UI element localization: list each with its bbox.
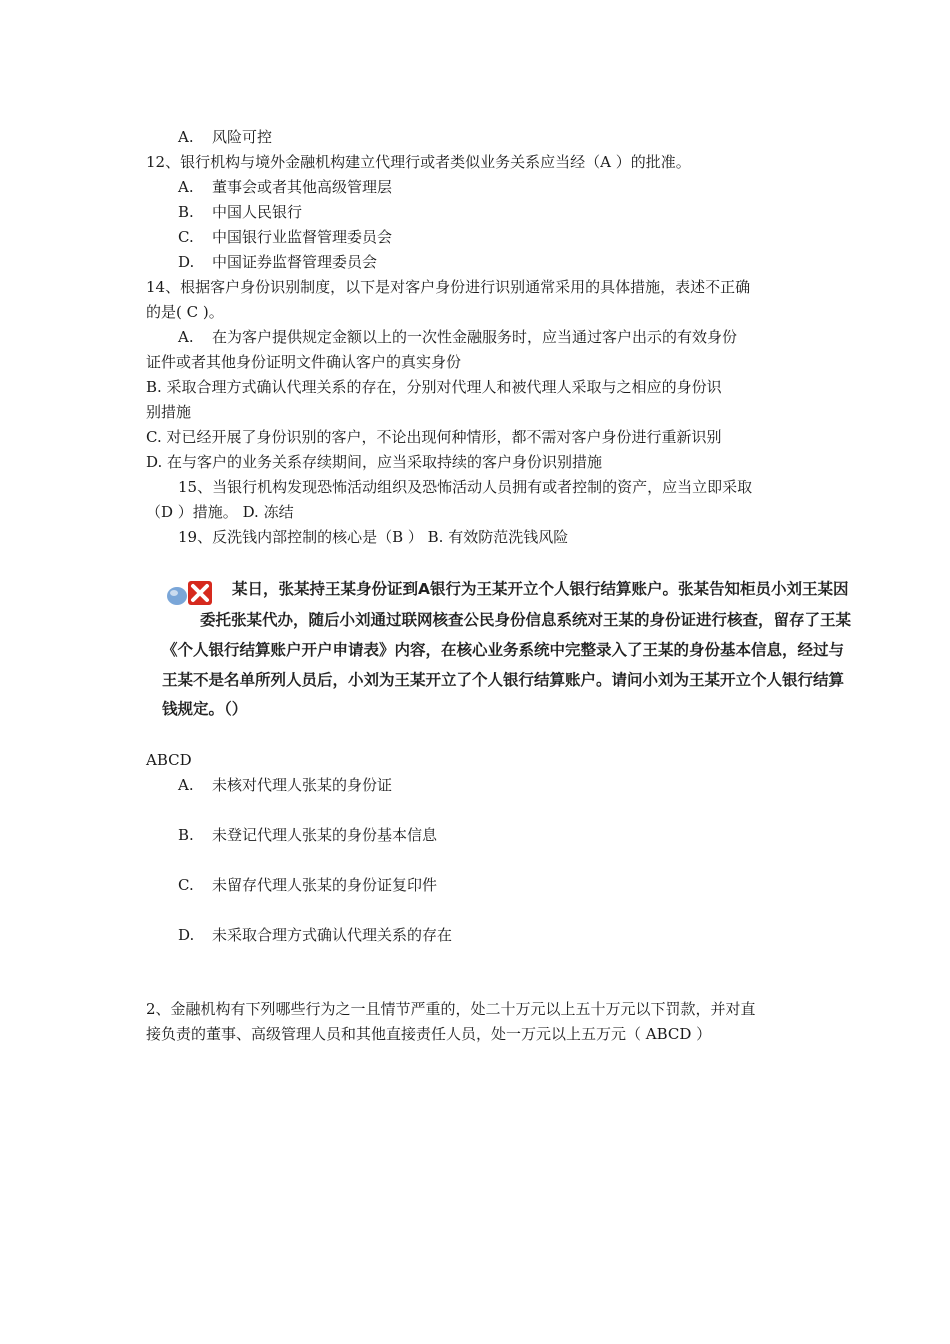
question-19: 19、反洗钱内部控制的核心是（B ） B. 有效防范洗钱风险	[178, 528, 569, 546]
q14-option-b-line2: 别措施	[146, 403, 192, 421]
q14-option-c: C. 对已经开展了身份识别的客户，不论出现何种情形，都不需对客户身份进行重新识别	[146, 428, 722, 446]
q12-option-d: D. 中国证券监督管理委员会	[178, 253, 378, 271]
question-15-line1: 15、当银行机构发现恐怖活动组织及恐怖活动人员拥有或者控制的资产，应当立即采取	[178, 478, 753, 496]
case-line-3: 《个人银行结算账户开户申请表》内容，在核心业务系统中完整录入了王某的身份基本信息，经过与	[162, 641, 845, 659]
q14-option-a-line1: A. 在为客户提供规定金额以上的一次性金融服务时，应当通过客户出示的有效身份	[178, 328, 738, 346]
q12-option-c: C. 中国银行业监督管理委员会	[178, 228, 393, 246]
case-line-2: 委托张某代办，随后小刘通过联网核查公民身份信息系统对王某的身份证进行核查，留存了王某	[200, 611, 852, 629]
q12-option-a: A. 董事会或者其他高级管理层	[178, 178, 393, 196]
q12-option-b: B. 中国人民银行	[178, 203, 303, 221]
case-line-5: 钱规定。（）	[162, 700, 248, 718]
case-study-figure	[160, 574, 950, 724]
q14-option-b-line1: B. 采取合理方式确认代理关系的存在，分别对代理人和被代理人采取与之相应的身份识	[146, 378, 722, 396]
q14-option-a-line2: 证件或者其他身份证明文件确认客户的真实身份	[146, 353, 462, 371]
case-option-a: A. 未核对代理人张某的身份证	[178, 776, 393, 794]
pushpin-x-icon	[164, 578, 222, 608]
answer-abcd: ABCD	[146, 751, 192, 769]
question-12: 12、银行机构与境外金融机构建立代理行或者类似业务关系应当经（A ）的批准。	[146, 153, 691, 171]
question-2-line2: 接负责的董事、高级管理人员和其他直接责任人员，处一万元以上五万元（ ABCD ）	[146, 1025, 712, 1043]
question-14-line2: 的是( C )。	[146, 303, 224, 321]
question-2-line1: 2、金融机构有下列哪些行为之一且情节严重的，处二十万元以上五十万元以下罚款，并对直	[146, 1000, 756, 1018]
question-14-line1: 14、根据客户身份识别制度，以下是对客户身份进行识别通常采用的具体措施，表述不正确	[146, 278, 751, 296]
case-line-1: 某日，张某持王某身份证到A银行为王某开立个人银行结算账户。张某告知柜员小刘王某因	[232, 580, 849, 598]
prev-option-a: A. 风险可控	[178, 128, 273, 146]
case-line-4: 王某不是名单所列人员后，小刘为王某开立了个人银行结算账户。请问小刘为王某开立个人银行结算	[162, 671, 845, 689]
q14-option-d: D. 在与客户的业务关系存续期间，应当采取持续的客户身份识别措施	[146, 453, 603, 471]
case-option-d: D. 未采取合理方式确认代理关系的存在	[178, 926, 453, 944]
question-15-line2: （D ）措施。 D. 冻结	[146, 503, 294, 521]
case-option-b: B. 未登记代理人张某的身份基本信息	[178, 826, 438, 844]
case-option-c: C. 未留存代理人张某的身份证复印件	[178, 876, 438, 894]
